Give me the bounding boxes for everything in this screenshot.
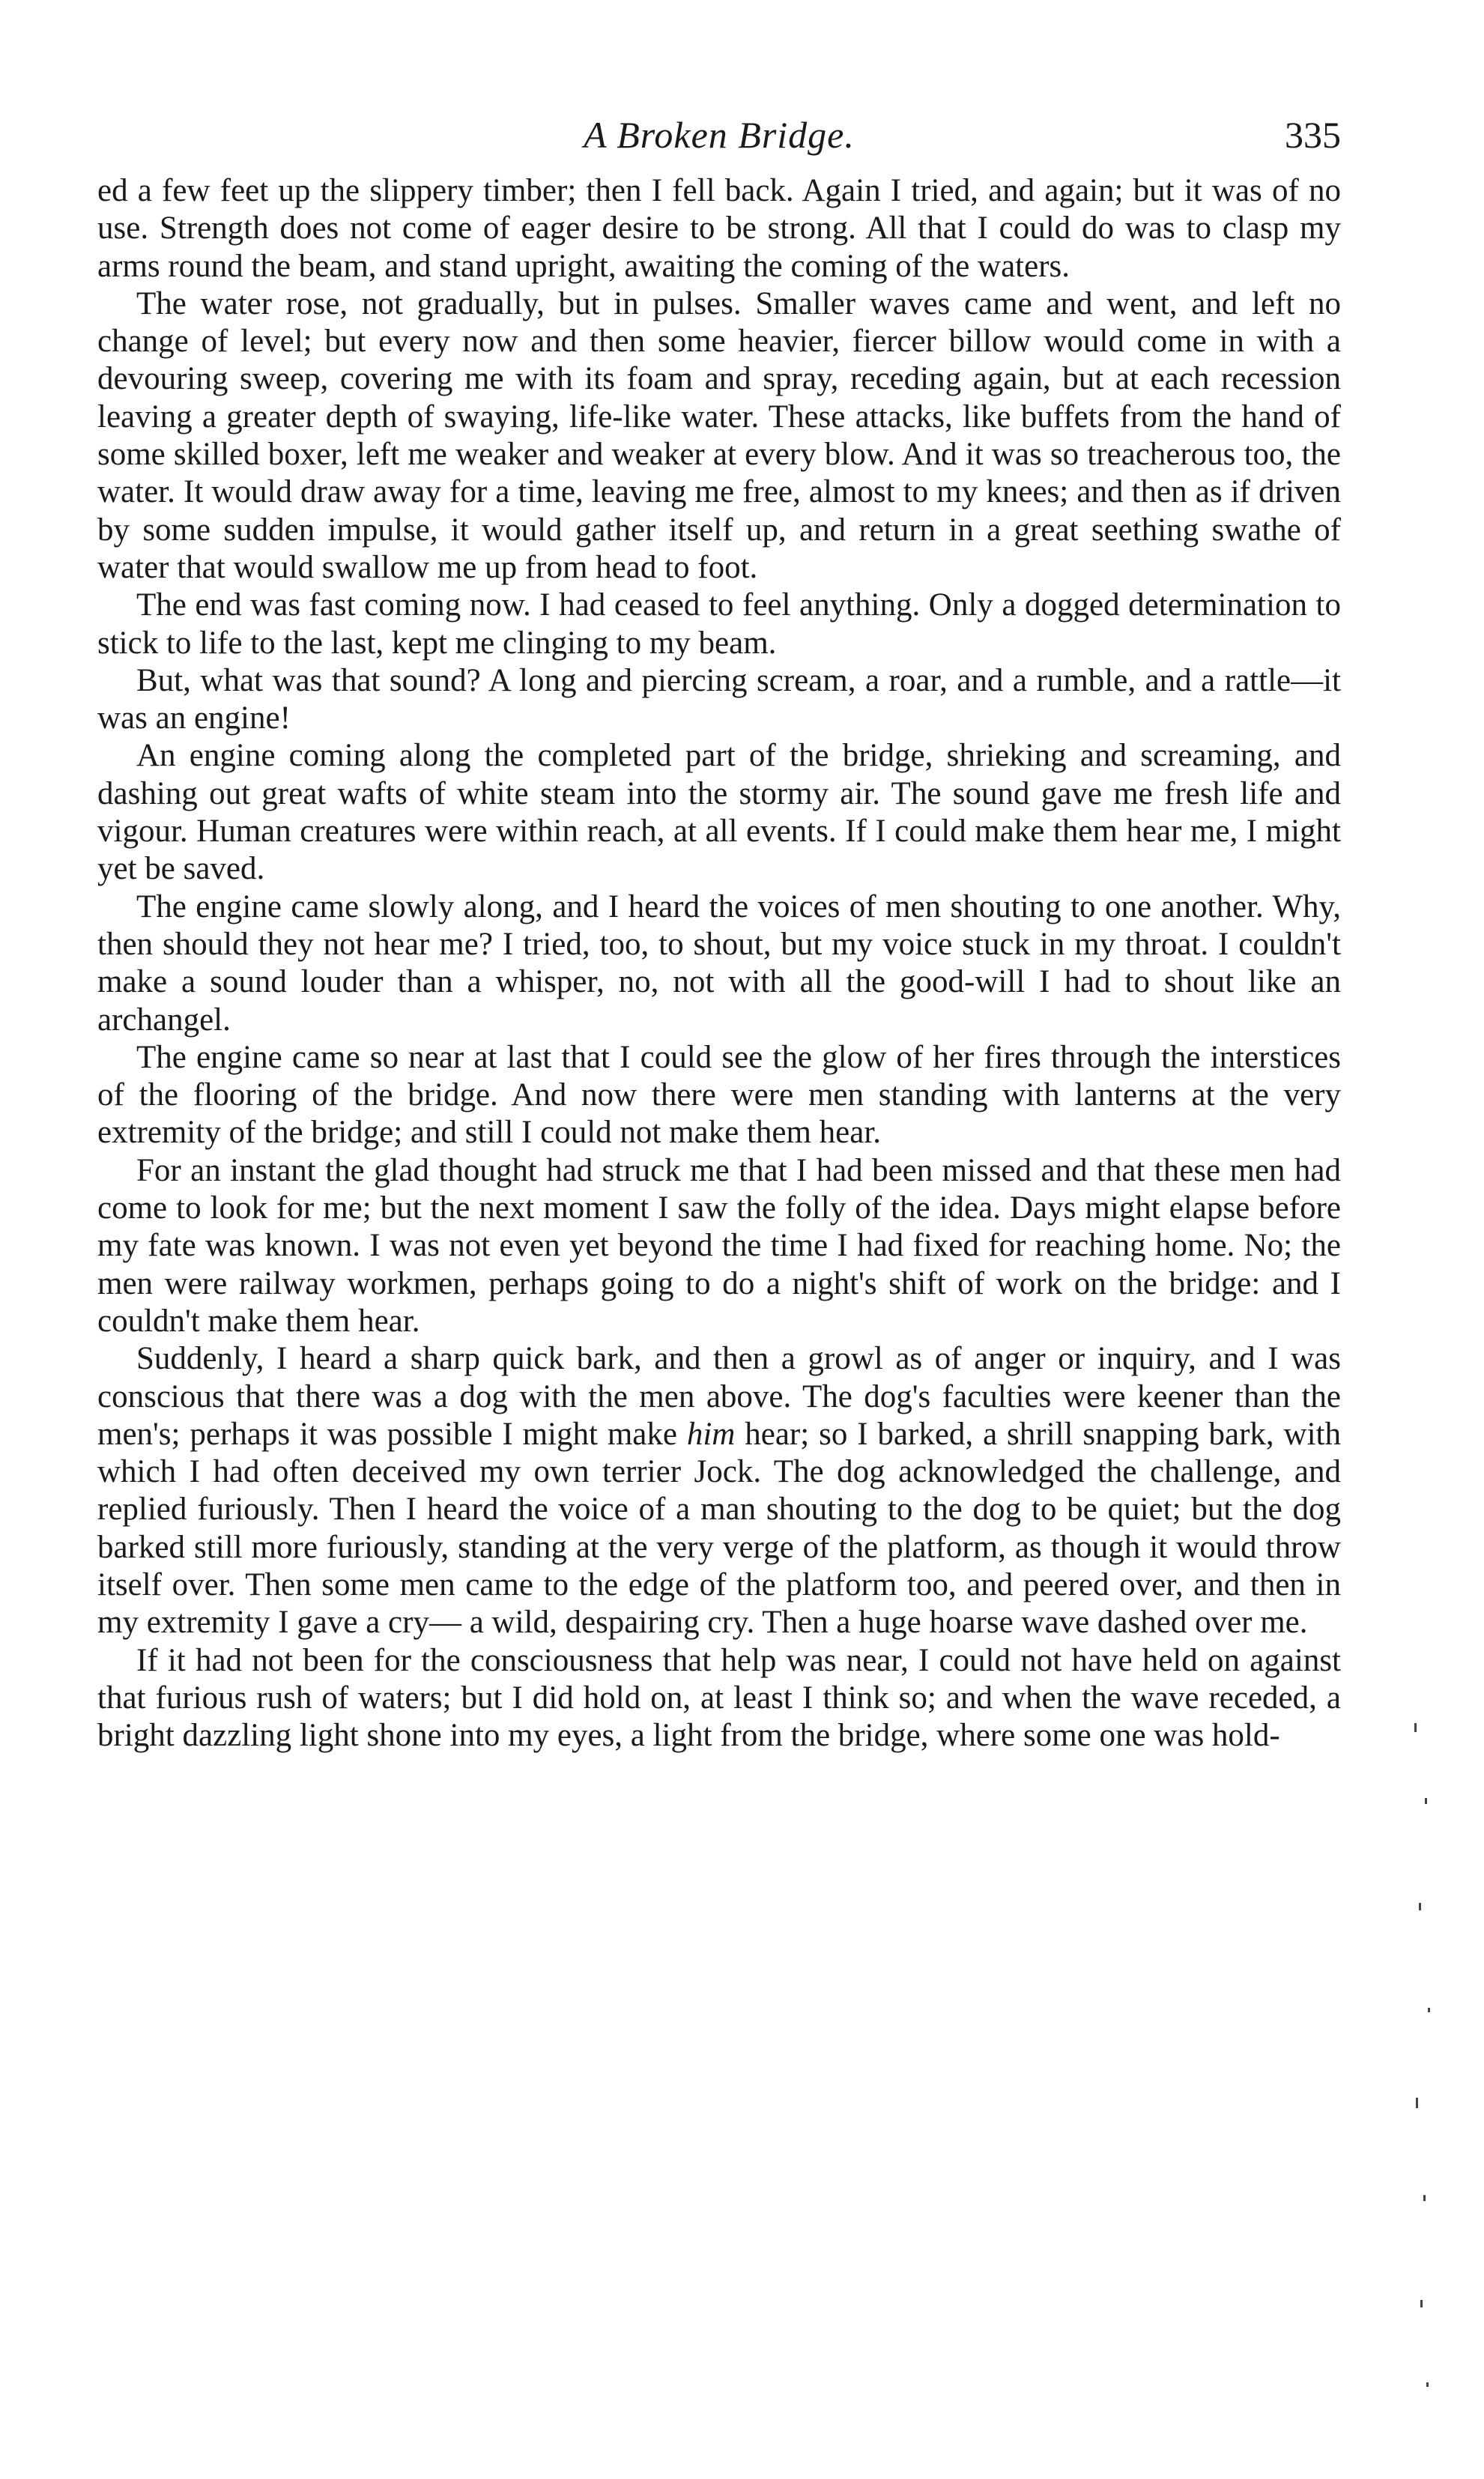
scan-speck [1419, 1903, 1421, 1910]
paragraph: The engine came slowly along, and I heard the voices of men shouting to one another. Why, then should they not hear me? I tried, too, to shout, but my voice stuck in my throat. I couldn't make a sound louder than a whisper, no, not with all the good-will I had to shout like an archangel. [97, 889, 1341, 1038]
emphasis: him [686, 1416, 736, 1452]
running-head [97, 105, 1341, 165]
scan-speck [1423, 2195, 1426, 2201]
paragraph: If it had not been for the consciousness that help was near, I could not have held on against that furious rush of waters; but I did hold on, at least I think so; and when the wave receded, a bright dazzling light shone into my eyes, a light from the bridge, where some one was hold- [97, 1642, 1341, 1754]
margin-specks [1408, 1708, 1438, 2427]
paragraph: But, what was that sound? A long and piercing scream, a roar, and a rumble, and a rattle—it was an engine! [97, 662, 1341, 736]
scan-speck [1425, 1798, 1427, 1804]
paragraph: An engine coming along the completed part of the bridge, shrieking and screaming, and dashing out great wafts of white steam into the stormy air. The sound gave me fresh life and vigour. Human creatures were within reach, at all events. If I could make them hear me, I might yet be saved. [97, 738, 1341, 887]
paragraph: Suddenly, I heard a sharp quick bark, and then a growl as of anger or inquiry, and I was conscious that there was a dog with the men above. The dog's faculties were keener than the men's; perhaps it was possible I might make him hear; so I barked, a shrill snapping bark, with which I had often deceived my own terrier Jock. The dog acknowledged the challenge, and replied furiously. Then I heard the voice of a man shouting to the dog to be quiet; but the dog barked still more furiously, standing at the very verge of the platform, as though it would throw itself over. Then some men came to the edge of the platform too, and peered over, and then in my extremity I gave a cry— a wild, despairing cry. Then a huge hoarse wave dashed over me. [97, 1341, 1342, 1641]
scan-speck [1416, 2098, 1418, 2108]
paragraph: For an instant the glad thought had struck me that I had been missed and that these men had come to look for me; but the next moment I saw the folly of the idea. Days might elapse before my fate was known. I was not even yet beyond the time I had fixed for reaching home. No; the men were railway workmen, perhaps going to do a night's shift of work on the bridge: and I couldn't make them hear. [97, 1152, 1341, 1339]
scan-speck [1426, 2382, 1429, 2387]
running-title: A Broken Bridge. [584, 114, 855, 156]
page-number: 335 [1285, 114, 1341, 156]
paragraph: The water rose, not gradually, but in pulses. Smaller waves came and went, and left no change of level; but every now and then some heavier, fiercer billow would come in with a devouring sweep, covering me with its foam and spray, receding again, but at each recession leaving a greater depth of swaying, life-like water. These attacks, like buffets from the hand of some skilled boxer, left me weaker and weaker at every blow. And it was so treacherous too, the water. It would draw away for a time, leaving me free, almost to my knees; and then as if driven by some sudden impulse, it would gather itself up, and return in a great seething swathe of water that would swallow me up from head to foot. [97, 285, 1341, 585]
scan-speck [1428, 2008, 1430, 2012]
paragraph: ed a few feet up the slippery timber; then I fell back. Again I tried, and again; but it was of no use. Strength does not come of eager desire to be strong. All that I could do was to clasp my arms round the beam, and stand upright, awaiting the coming of the waters. [97, 173, 1341, 284]
paragraph: The engine came so near at last that I could see the glow of her fires through the interstices of the flooring of the bridge. And now there were men standing with lanterns at the very extremity of the bridge; and still I could not make them hear. [97, 1039, 1341, 1151]
scan-speck [1420, 2300, 1423, 2307]
paragraph: The end was fast coming now. I had ceased to feel anything. Only a dogged determination to stick to life to the last, kept me clinging to my beam. [97, 587, 1341, 661]
scan-speck [1414, 1723, 1417, 1732]
text-column [97, 172, 1341, 1755]
